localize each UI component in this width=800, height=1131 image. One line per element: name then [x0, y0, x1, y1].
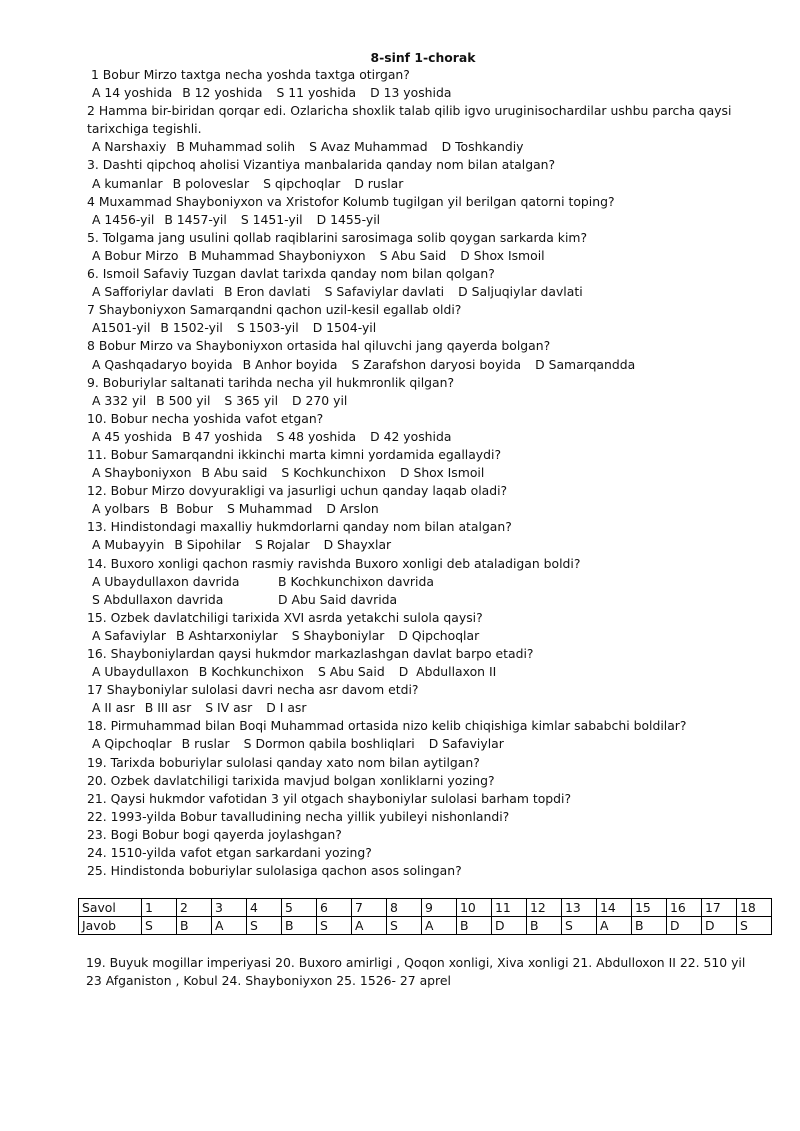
answer-option: S 48 yoshida — [276, 428, 357, 444]
answer-options — [86, 283, 776, 301]
answer-option: A Ubaydullaxon davrida — [88, 573, 240, 589]
answer-option: D Toshkandiy — [441, 139, 524, 155]
answer-option: B 500 yil — [156, 392, 211, 408]
answer-options — [86, 247, 776, 265]
answer-option: S 1451-yil — [240, 211, 303, 227]
answer-options — [86, 500, 776, 518]
question-text: 10. Bobur necha yoshida vafot etgan? — [87, 410, 324, 426]
answer-option: D 1504-yil — [312, 320, 377, 336]
answer-option: B 47 yoshida — [182, 428, 263, 444]
question-text: 16. Shayboniylardan qaysi hukmdor markazlashgan davlat barpo etadi? — [87, 646, 534, 661]
answer-option: A Safaviylar — [88, 627, 167, 643]
answer-option: A Qashqadaryo boyida — [88, 356, 233, 372]
answer-option: A 1456-yil — [88, 211, 155, 227]
answer-option: B Bobur — [159, 501, 213, 517]
answer-options — [86, 591, 776, 609]
answer-option: S Avaz Muhammad — [309, 139, 428, 155]
answer-option: D Abdullaxon II — [398, 664, 497, 680]
question-text: 8 Bobur Mirzo va Shayboniyxon ortasida hal qiluvchi jang qayerda bolgan? — [87, 338, 551, 354]
answer-key-question-number: 5 — [282, 899, 317, 917]
question-text: 4 Muxammad Shayboniyxon va Xristofor Kolumb tugilgan yil berilgan qatorni toping? — [87, 193, 615, 209]
answer-option: B 1502-yil — [160, 320, 223, 336]
question-text: 6. Ismoil Safaviy Tuzgan davlat tarixda qanday nom bilan qolgan? — [87, 266, 495, 282]
question-text: 23. Bogi Bobur bogi qayerda joylashgan? — [87, 826, 342, 842]
answer-option: B Kochkunchixon davrida — [278, 573, 434, 589]
answer-option: A yolbars — [88, 501, 150, 517]
page-title: 8-sinf 1-chorak — [370, 50, 476, 65]
answer-options — [86, 428, 776, 446]
question-text: 17 Shayboniylar sulolasi davri necha asr davom etdi? — [87, 682, 419, 698]
answer-options — [86, 211, 776, 229]
answer-option: D Saljuqiylar davlati — [458, 284, 583, 300]
answer-key-question-number: 17 — [702, 899, 737, 917]
answer-option: B Kochkunchixon — [198, 664, 304, 680]
answer-option: B Anhor boyida — [242, 356, 338, 372]
answer-option: S Abdullaxon davrida — [88, 591, 224, 607]
answer-key-question-number: 10 — [457, 899, 492, 917]
answer-key-answer: D — [492, 917, 527, 935]
answer-option: D 270 yil — [292, 392, 348, 408]
answer-key-question-number: 11 — [492, 899, 527, 917]
answer-key-question-number: 18 — [737, 899, 772, 917]
question-text: 11. Bobur Samarqandni ikkinchi marta kimni yordamida egallaydi? — [87, 446, 502, 462]
question-text: 20. Ozbek davlatchiligi tarixida mavjud bolgan xonliklarni yozing? — [87, 772, 495, 788]
question-text: 7 Shayboniyxon Samarqandni qachon uzil-kesil egallab oldi? — [87, 302, 462, 318]
answer-option: B Ashtarxoniylar — [176, 627, 278, 643]
answer-option: A 332 yil — [88, 392, 147, 408]
answer-option: S Shayboniylar — [291, 627, 385, 643]
question-text: 15. Ozbek davlatchiligi tarixida XVI asrda yetakchi sulola qaysi? — [87, 609, 483, 625]
answer-option: B Muhammad Shayboniyxon — [188, 247, 366, 263]
answer-option: A1501-yil — [88, 320, 151, 336]
answer-option: D 42 yoshida — [370, 428, 452, 444]
footer-line: 19. Buyuk mogillar imperiyasi 20. Buxoro amirligi , Qoqon xonligi, Xiva xonligi 21. Abdulloxon II 22. 510 yil — [86, 955, 746, 970]
answer-options — [86, 627, 776, 645]
answer-key-answer: S — [737, 917, 772, 935]
answer-key-answer: S — [142, 917, 177, 935]
answer-option: A Ubaydullaxon — [88, 664, 189, 680]
answer-option: B 12 yoshida — [182, 85, 263, 101]
answer-key-question-number: 3 — [212, 899, 247, 917]
answer-option: B Abu said — [201, 465, 268, 481]
answer-option: D Qipchoqlar — [398, 627, 480, 643]
answer-option: A 14 yoshida — [88, 85, 173, 101]
answer-option: D I asr — [266, 700, 307, 716]
answer-key-row-label: Savol — [79, 899, 142, 917]
answer-key-answer: D — [667, 917, 702, 935]
answer-key-question-number: 7 — [352, 899, 387, 917]
answer-key-question-number: 9 — [422, 899, 457, 917]
answer-key-answer: A — [352, 917, 387, 935]
answer-option: A Narshaxiy — [88, 139, 167, 155]
answer-key-row-answers — [79, 917, 772, 935]
answer-option: A Safforiylar davlati — [88, 284, 214, 300]
answer-options — [86, 536, 776, 554]
answer-options — [86, 319, 776, 337]
question-text: 2 Hamma bir-biridan qorqar edi. Ozlaricha shoxlik talab qilib igvo uruginisochardilar ushbu parcha qaysi tarixchiga tegishli. — [87, 103, 732, 137]
answer-options — [86, 663, 776, 681]
answer-option: S Abu Said — [379, 247, 447, 263]
answer-key-question-number: 13 — [562, 899, 597, 917]
answer-option: S 11 yoshida — [276, 85, 357, 101]
question-text: 22. 1993-yilda Bobur tavalludining necha yillik yubileyi nishonlandi? — [87, 808, 510, 824]
answer-option: B Eron davlati — [224, 284, 311, 300]
answer-options — [86, 175, 776, 193]
answer-option: S 1503-yil — [236, 320, 299, 336]
answer-options — [86, 356, 776, 374]
answer-option: A Bobur Mirzo — [88, 247, 179, 263]
answer-key-answer: S — [317, 917, 352, 935]
question-text: 1 Bobur Mirzo taxtga necha yoshda taxtga otirgan? — [87, 67, 410, 82]
answer-option: D Samarqandda — [535, 356, 636, 372]
answer-option: D Shayxlar — [323, 537, 392, 553]
answer-key-answer: D — [702, 917, 737, 935]
answer-option: B ruslar — [181, 736, 230, 752]
answer-options — [86, 464, 776, 482]
answer-option: D Shox Ismoil — [460, 247, 545, 263]
answer-key-answer: S — [562, 917, 597, 935]
question-text: 3. Dashti qipchoq aholisi Vizantiya manbalarida qanday nom bilan atalgan? — [87, 157, 556, 173]
answer-option: S Kochkunchixon — [281, 465, 386, 481]
answer-option: B poloveslar — [172, 175, 250, 191]
answer-option: S IV asr — [205, 700, 253, 716]
answer-key-answer: B — [457, 917, 492, 935]
answer-option: D Arslon — [326, 501, 379, 517]
answer-key-answer: A — [597, 917, 632, 935]
question-text: 14. Buxoro xonligi qachon rasmiy ravishda Buxoro xonligi deb ataladigan boldi? — [87, 555, 581, 571]
answer-options — [86, 735, 776, 753]
answer-option: A Mubayyin — [88, 537, 165, 553]
answer-options — [86, 84, 776, 102]
answer-key-answer: A — [422, 917, 457, 935]
question-text: 5. Tolgama jang usulini qollab raqiblarini sarosimaga solib qoygan sarkarda kim? — [87, 229, 588, 245]
answer-key-question-number: 1 — [142, 899, 177, 917]
answer-option: A Shayboniyxon — [88, 465, 192, 481]
answer-key-answer: B — [282, 917, 317, 935]
answer-option: A 45 yoshida — [88, 428, 173, 444]
question-text: 18. Pirmuhammad bilan Boqi Muhammad ortasida nizo kelib chiqishiga kimlar sababchi boldilar? — [87, 718, 687, 734]
question-text: 21. Qaysi hukmdor vafotidan 3 yil otgach shayboniylar sulolasi barham topdi? — [87, 790, 572, 806]
answer-key-row-label: Javob — [79, 917, 142, 935]
answer-key-question-number: 2 — [177, 899, 212, 917]
answer-options — [86, 573, 776, 591]
answer-key-open-questions — [86, 954, 786, 990]
answer-option: S Zarafshon daryosi boyida — [351, 356, 522, 372]
answer-key-answer: B — [527, 917, 562, 935]
question-list — [86, 66, 776, 880]
answer-option: D Shox Ismoil — [399, 465, 485, 481]
answer-option: S qipchoqlar — [263, 175, 341, 191]
answer-option: B 1457-yil — [164, 211, 227, 227]
answer-key-answer: A — [212, 917, 247, 935]
answer-key-question-number: 8 — [387, 899, 422, 917]
answer-option: A II asr — [88, 700, 135, 716]
answer-option: B Muhammad solih — [176, 139, 296, 155]
answer-option: S Abu Said — [317, 664, 385, 680]
answer-option: A kumanlar — [88, 175, 163, 191]
question-text: 9. Boburiylar saltanati tarihda necha yil hukmronlik qilgan? — [87, 374, 455, 390]
question-text: 24. 1510-yilda vafot etgan sarkardani yozing? — [87, 845, 372, 861]
answer-key-question-number: 14 — [597, 899, 632, 917]
answer-option: B III asr — [144, 700, 192, 716]
answer-key-question-number: 4 — [247, 899, 282, 917]
answer-option: S Safaviylar davlati — [324, 284, 445, 300]
answer-option: S Rojalar — [254, 537, 310, 553]
footer-line: 23 Afganiston , Kobul 24. Shayboniyxon 25. 1526- 27 aprel — [86, 973, 451, 989]
answer-option: D 13 yoshida — [370, 85, 452, 101]
question-text: 25. Hindistonda boburiylar sulolasiga qachon asos solingan? — [87, 863, 462, 879]
answer-key-answer: S — [387, 917, 422, 935]
answer-key-answer: B — [177, 917, 212, 935]
answer-option: S 365 yil — [224, 392, 279, 408]
answer-key-row-questions — [79, 899, 772, 917]
answer-options — [86, 392, 776, 410]
answer-key-answer: B — [632, 917, 667, 935]
answer-option: D Abu Said davrida — [278, 591, 398, 607]
answer-option: S Muhammad — [227, 501, 313, 517]
answer-key-table — [78, 898, 772, 935]
question-text: 12. Bobur Mirzo dovyurakligi va jasurligi uchun qanday laqab oladi? — [87, 483, 508, 499]
answer-key-question-number: 16 — [667, 899, 702, 917]
answer-options — [86, 138, 776, 156]
answer-key-question-number: 6 — [317, 899, 352, 917]
answer-option: A Qipchoqlar — [88, 736, 172, 752]
answer-options — [86, 699, 776, 717]
answer-key-question-number: 12 — [527, 899, 562, 917]
question-text: 13. Hindistondagi maxalliy hukmdorlarni qanday nom bilan atalgan? — [87, 519, 512, 535]
answer-option: D 1455-yil — [316, 211, 381, 227]
answer-option: D ruslar — [354, 175, 404, 191]
answer-option: B Sipohilar — [174, 537, 241, 553]
answer-option: S Dormon qabila boshliqlari — [243, 736, 415, 752]
answer-key-answer: S — [247, 917, 282, 935]
answer-option: D Safaviylar — [428, 736, 504, 752]
answer-key-question-number: 15 — [632, 899, 667, 917]
question-text: 19. Tarixda boburiylar sulolasi qanday xato nom bilan aytilgan? — [87, 754, 480, 770]
